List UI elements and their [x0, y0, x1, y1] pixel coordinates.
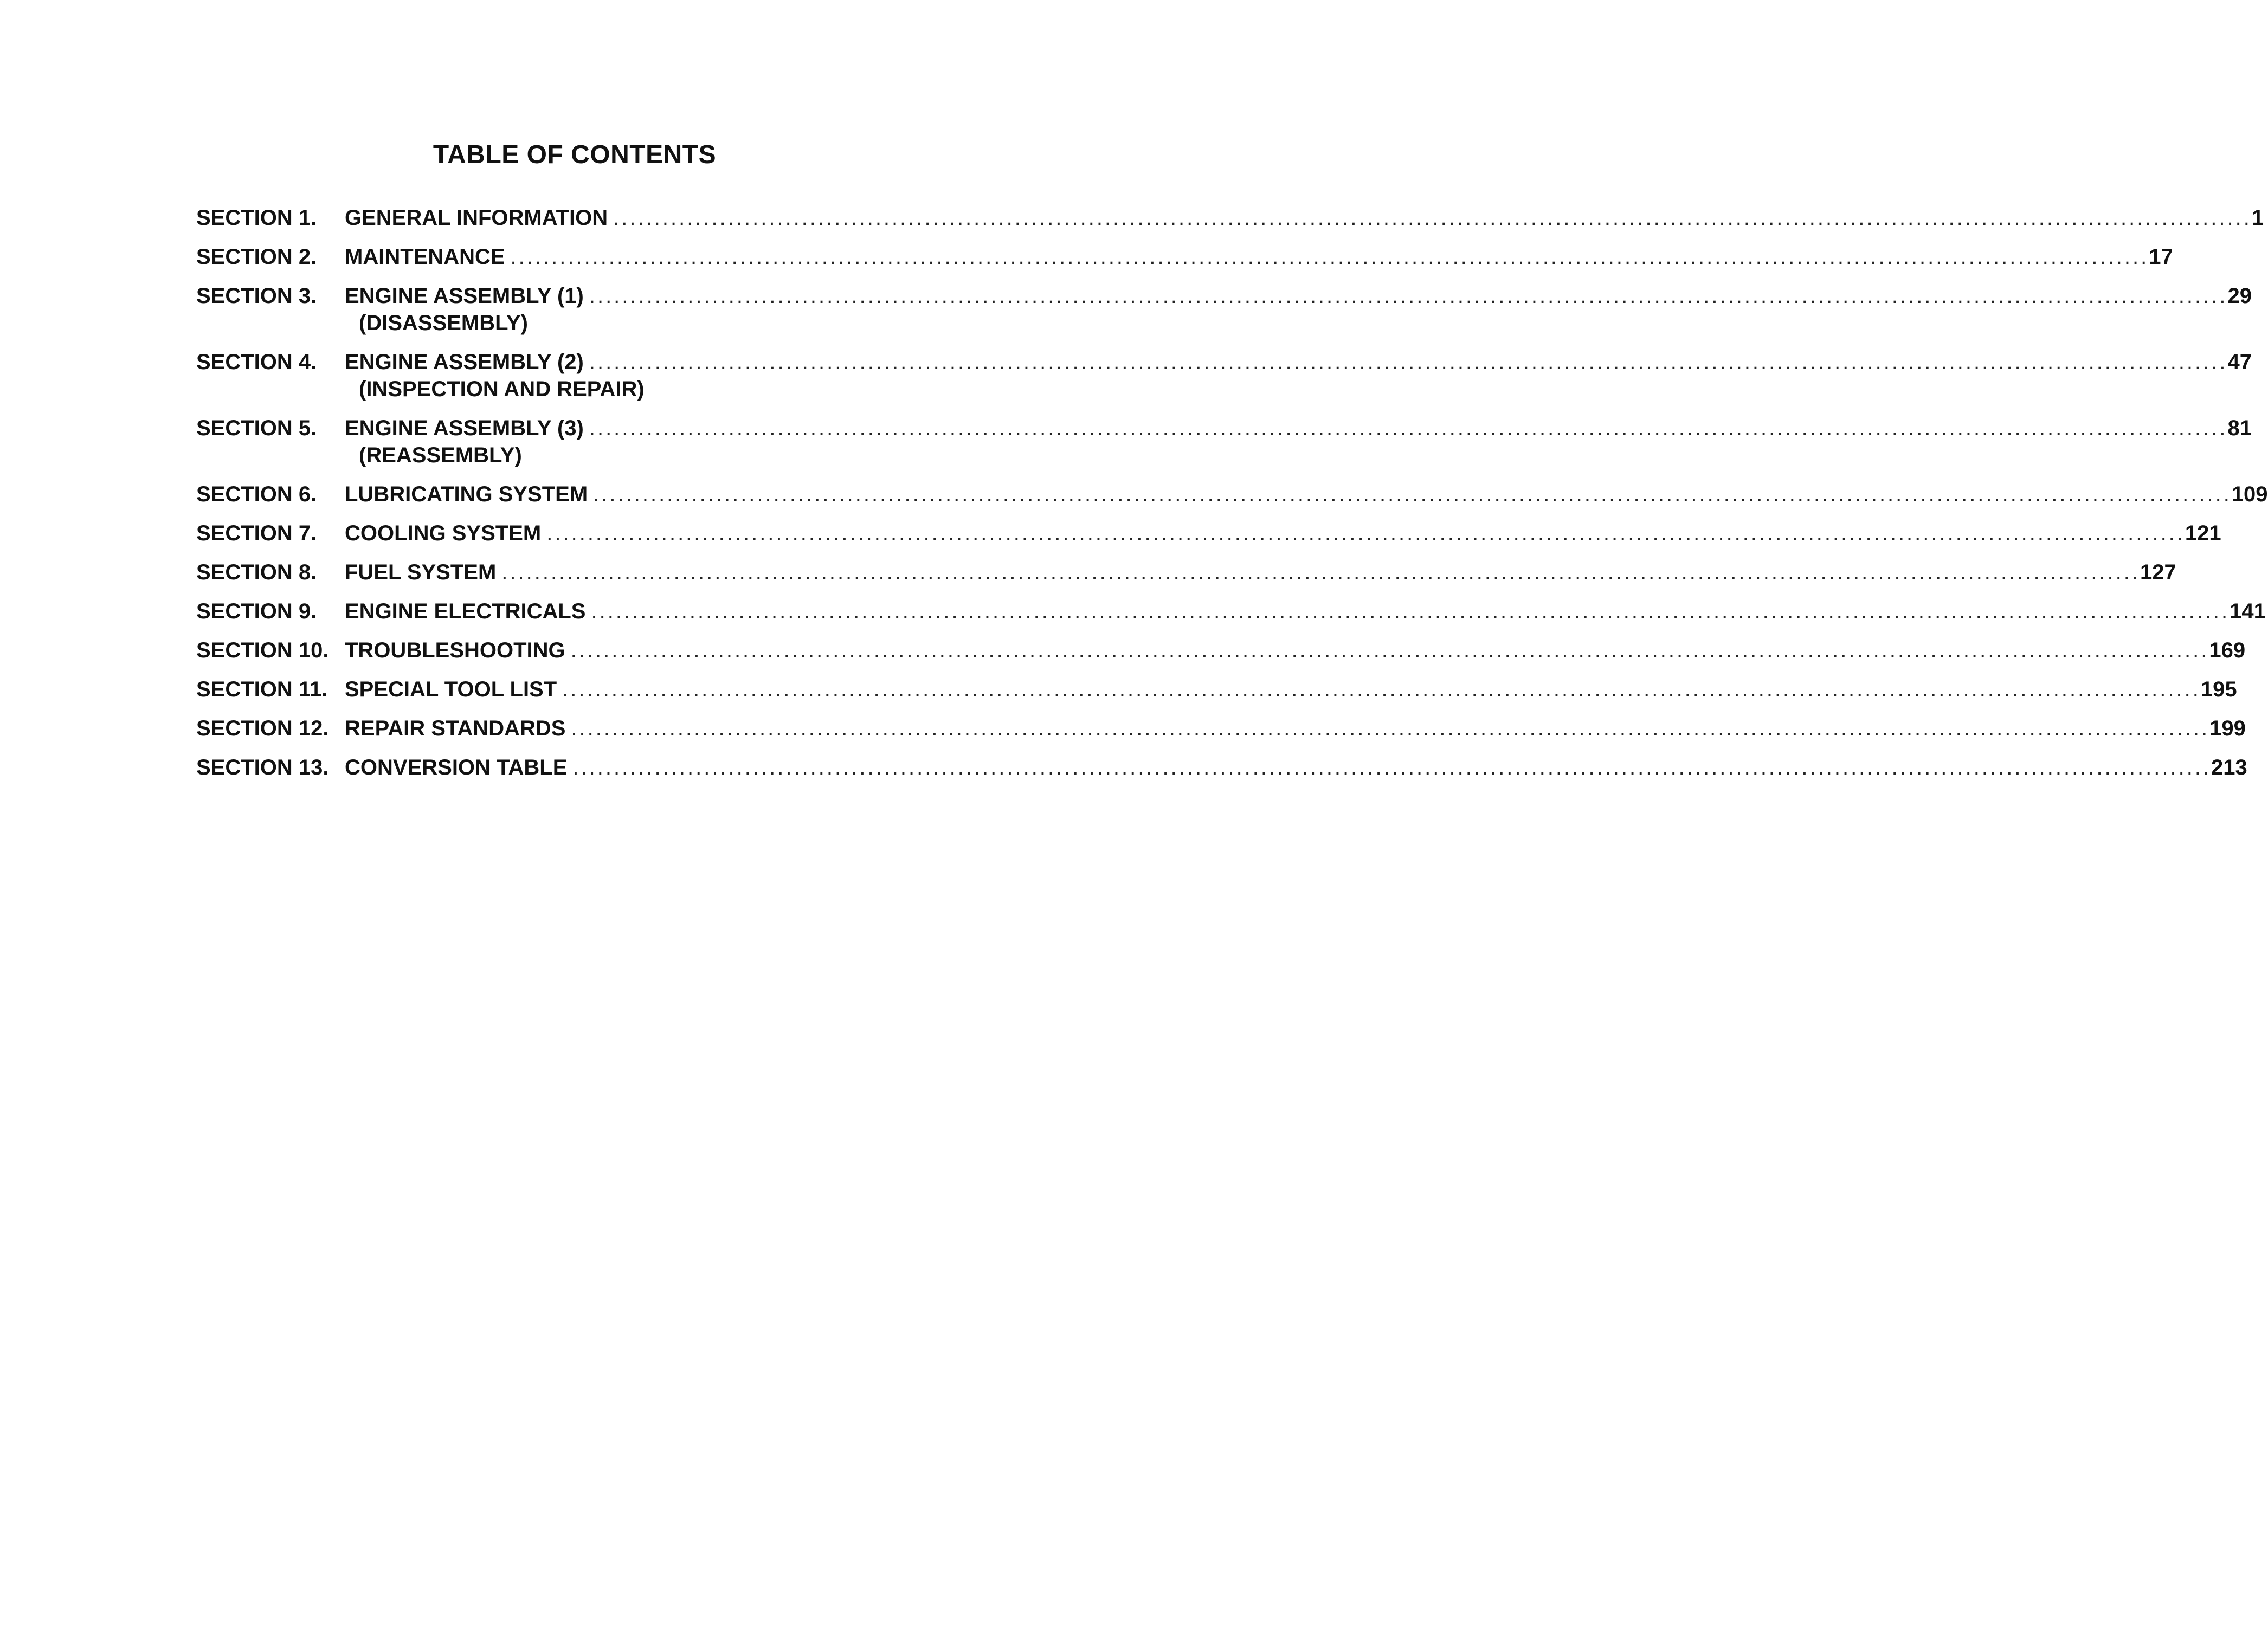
dot-leader: ........................................................................................................................................................................................................	[591, 599, 2230, 623]
page-number: 199	[2209, 717, 2246, 740]
toc-line	[345, 480, 2268, 508]
section-title: ENGINE ELECTRICALS	[345, 599, 586, 623]
toc-line	[345, 753, 2247, 782]
section-title: ENGINE ASSEMBLY (1)	[345, 284, 584, 308]
dot-leader: ........................................................................................................................................................................................................	[546, 521, 2185, 545]
section-number: SECTION 10.	[196, 638, 329, 662]
dot-leader: ........................................................................................................................................................................................................	[589, 284, 2228, 308]
section-title: ENGINE ASSEMBLY (3)	[345, 416, 584, 440]
section-title: GENERAL INFORMATION	[345, 206, 608, 230]
table-of-contents	[196, 204, 2268, 792]
toc-line	[345, 636, 2246, 664]
dot-leader: ........................................................................................................................................................................................................	[562, 678, 2201, 701]
section-number: SECTION 5.	[196, 416, 317, 440]
section-title: COOLING SYSTEM	[345, 521, 542, 545]
section-subtitle: (INSPECTION AND REPAIR)	[359, 377, 645, 401]
page-number: 169	[2209, 638, 2246, 662]
page-number: 121	[2185, 521, 2221, 545]
toc-entry[interactable]	[196, 714, 2246, 753]
dot-leader: ........................................................................................................................................................................................................	[510, 245, 2149, 269]
page-number: 81	[2227, 416, 2252, 440]
toc-entry[interactable]	[196, 204, 2264, 243]
section-title: MAINTENANCE	[345, 245, 505, 269]
dot-leader: ........................................................................................................................................................................................................	[613, 206, 2252, 230]
toc-line	[345, 714, 2246, 743]
toc-entry[interactable]	[196, 282, 2252, 348]
section-title: TROUBLESHOOTING	[345, 638, 565, 662]
section-title: CONVERSION TABLE	[345, 756, 568, 779]
page-number: 141	[2230, 599, 2266, 623]
section-number: SECTION 11.	[196, 678, 328, 701]
toc-line	[345, 348, 2252, 376]
page-number: 47	[2227, 350, 2252, 374]
toc-entry[interactable]	[196, 753, 2247, 792]
toc-entry[interactable]	[196, 480, 2268, 519]
page-number: 195	[2200, 678, 2237, 701]
page-number: 127	[2140, 560, 2176, 584]
toc-entry[interactable]	[196, 597, 2266, 636]
dot-leader: ........................................................................................................................................................................................................	[571, 717, 2210, 740]
section-title: LUBRICATING SYSTEM	[345, 482, 588, 506]
section-title: ENGINE ASSEMBLY (2)	[345, 350, 584, 374]
dot-leader: ........................................................................................................................................................................................................	[501, 560, 2140, 584]
section-number: SECTION 4.	[196, 350, 317, 374]
section-title: FUEL SYSTEM	[345, 560, 497, 584]
dot-leader: ........................................................................................................................................................................................................	[589, 350, 2228, 374]
toc-entry[interactable]	[196, 243, 2173, 282]
toc-entry[interactable]	[196, 675, 2237, 714]
page-number: 109	[2231, 482, 2268, 506]
dot-leader: ........................................................................................................................................................................................................	[593, 482, 2232, 506]
section-number: SECTION 2.	[196, 245, 317, 269]
dot-leader: ........................................................................................................................................................................................................	[589, 416, 2228, 440]
toc-line	[345, 204, 2264, 232]
toc-entry[interactable]	[196, 519, 2221, 558]
section-number: SECTION 13.	[196, 756, 329, 779]
toc-line	[345, 675, 2237, 704]
page-number: 213	[2211, 756, 2247, 779]
page-number: 1	[2251, 206, 2264, 230]
dot-leader: ........................................................................................................................................................................................................	[570, 638, 2209, 662]
section-number: SECTION 6.	[196, 482, 317, 506]
toc-line	[345, 243, 2173, 271]
section-title: SPECIAL TOOL LIST	[345, 678, 557, 701]
toc-line	[345, 597, 2266, 625]
section-number: SECTION 7.	[196, 521, 317, 545]
page-number: 29	[2227, 284, 2252, 308]
toc-entry[interactable]	[196, 558, 2176, 597]
toc-line	[345, 282, 2252, 310]
section-number: SECTION 8.	[196, 560, 317, 584]
section-subtitle: (DISASSEMBLY)	[359, 311, 528, 335]
section-number: SECTION 9.	[196, 599, 317, 623]
toc-line	[345, 558, 2176, 586]
toc-line	[345, 519, 2221, 547]
toc-entry[interactable]	[196, 414, 2252, 480]
dot-leader: ........................................................................................................................................................................................................	[572, 756, 2212, 779]
section-subtitle: (REASSEMBLY)	[359, 443, 522, 467]
toc-line	[345, 414, 2252, 442]
toc-entry[interactable]	[196, 636, 2246, 675]
section-number: SECTION 3.	[196, 284, 317, 308]
toc-entry[interactable]	[196, 348, 2252, 414]
section-number: SECTION 12.	[196, 717, 329, 740]
page-number: 17	[2149, 245, 2173, 269]
section-title: REPAIR STANDARDS	[345, 717, 566, 740]
section-number: SECTION 1.	[196, 206, 317, 230]
page-title: TABLE OF CONTENTS	[433, 140, 717, 169]
